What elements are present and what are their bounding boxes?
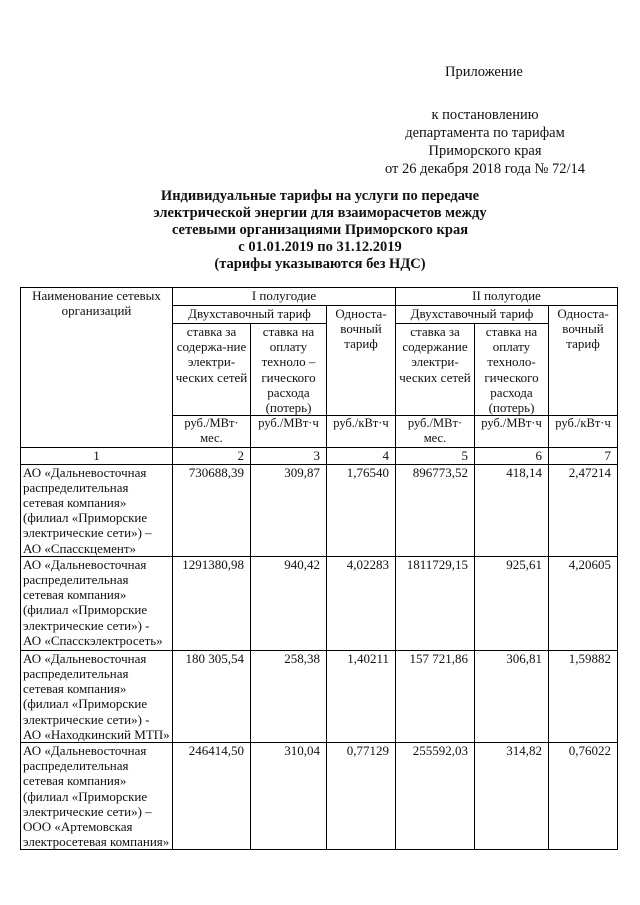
- column-number: 5: [396, 447, 475, 464]
- value-cell: 1,76540: [327, 464, 396, 556]
- two-rate-header-1: Двухставочный тариф: [173, 306, 327, 324]
- appendix-label: Приложение: [445, 64, 523, 80]
- value-cell: 896773,52: [396, 464, 475, 556]
- value-cell: 2,47214: [549, 464, 618, 556]
- half1-header: I полугодие: [173, 288, 396, 306]
- one-rate-header-1: Односта-вочный тариф: [327, 306, 396, 416]
- table-row: [21, 464, 618, 556]
- document-title: [110, 188, 530, 273]
- unit-cell: руб./МВт· мес.: [173, 416, 251, 447]
- one-rate-header-2: Односта-вочный тариф: [549, 306, 618, 416]
- title-line: (тарифы указываются без НДС): [214, 256, 426, 272]
- table-row: [21, 650, 618, 742]
- loss-rate-header-1: ставка на оплату техноло – гического расхода (потерь): [251, 324, 327, 416]
- org-name: АО «Дальневосточная распределительная сетевая компания» (филиал «Приморские электрические сети») – ООО «Артемовская электросетевая компания»: [21, 743, 173, 850]
- value-cell: 940,42: [251, 556, 327, 650]
- decree-line: Приморского края: [428, 143, 542, 159]
- column-number: 3: [251, 447, 327, 464]
- value-cell: 1,40211: [327, 650, 396, 742]
- decree-line: департамента по тарифам: [405, 125, 565, 141]
- value-cell: 180 305,54: [173, 650, 251, 742]
- decree-line: от 26 декабря 2018 года № 72/14: [384, 161, 586, 177]
- org-name: АО «Дальневосточная распределительная сетевая компания» (филиал «Приморские электрические сети») - АО «Спасскэлектросеть»: [21, 556, 173, 650]
- column-number: 2: [173, 447, 251, 464]
- table-row: [21, 743, 618, 850]
- value-cell: 309,87: [251, 464, 327, 556]
- value-cell: 4,20605: [549, 556, 618, 650]
- value-cell: 1811729,15: [396, 556, 475, 650]
- decree-reference: [370, 106, 600, 178]
- value-cell: 306,81: [475, 650, 549, 742]
- org-name: АО «Дальневосточная распределительная сетевая компания» (филиал «Приморские электрические сети») – АО «Спасскцемент»: [21, 464, 173, 556]
- unit-cell: руб./кВт·ч: [327, 416, 396, 447]
- value-cell: 418,14: [475, 464, 549, 556]
- value-cell: 4,02283: [327, 556, 396, 650]
- loss-rate-header-2: ставка на оплату техноло-гического расхода (потерь): [475, 324, 549, 416]
- value-cell: 157 721,86: [396, 650, 475, 742]
- value-cell: 1291380,98: [173, 556, 251, 650]
- value-cell: 314,82: [475, 743, 549, 850]
- value-cell: 255592,03: [396, 743, 475, 850]
- decree-line: к постановлению: [431, 107, 539, 123]
- table-row: [21, 556, 618, 650]
- column-number: 4: [327, 447, 396, 464]
- column-number: 1: [21, 447, 173, 464]
- column-number: 6: [475, 447, 549, 464]
- maint-rate-header-2: ставка за содержание электри-ческих сетей: [396, 324, 475, 416]
- value-cell: 0,77129: [327, 743, 396, 850]
- value-cell: 0,76022: [549, 743, 618, 850]
- org-name: АО «Дальневосточная распределительная сетевая компания» (филиал «Приморские электрические сети») - АО «Находкинский МТП»: [21, 650, 173, 742]
- maint-rate-header-1: ставка за содержа-ние электри-ческих сетей: [173, 324, 251, 416]
- tariffs-table: [20, 287, 618, 850]
- value-cell: 730688,39: [173, 464, 251, 556]
- org-header: Наименование сетевых организаций: [21, 288, 173, 448]
- value-cell: 258,38: [251, 650, 327, 742]
- unit-cell: руб./МВт· мес.: [396, 416, 475, 447]
- title-line: электрической энергии для взаиморасчетов между: [153, 205, 487, 221]
- unit-cell: руб./кВт·ч: [549, 416, 618, 447]
- value-cell: 1,59882: [549, 650, 618, 742]
- two-rate-header-2: Двухставочный тариф: [396, 306, 549, 324]
- unit-cell: руб./МВт·ч: [475, 416, 549, 447]
- title-line: Индивидуальные тарифы на услуги по передаче: [160, 188, 480, 204]
- column-number: 7: [549, 447, 618, 464]
- half2-header: II полугодие: [396, 288, 618, 306]
- title-line: сетевыми организациями Приморского края: [171, 222, 469, 238]
- value-cell: 246414,50: [173, 743, 251, 850]
- unit-cell: руб./МВт·ч: [251, 416, 327, 447]
- title-line: с 01.01.2019 по 31.12.2019: [238, 239, 402, 255]
- value-cell: 310,04: [251, 743, 327, 850]
- value-cell: 925,61: [475, 556, 549, 650]
